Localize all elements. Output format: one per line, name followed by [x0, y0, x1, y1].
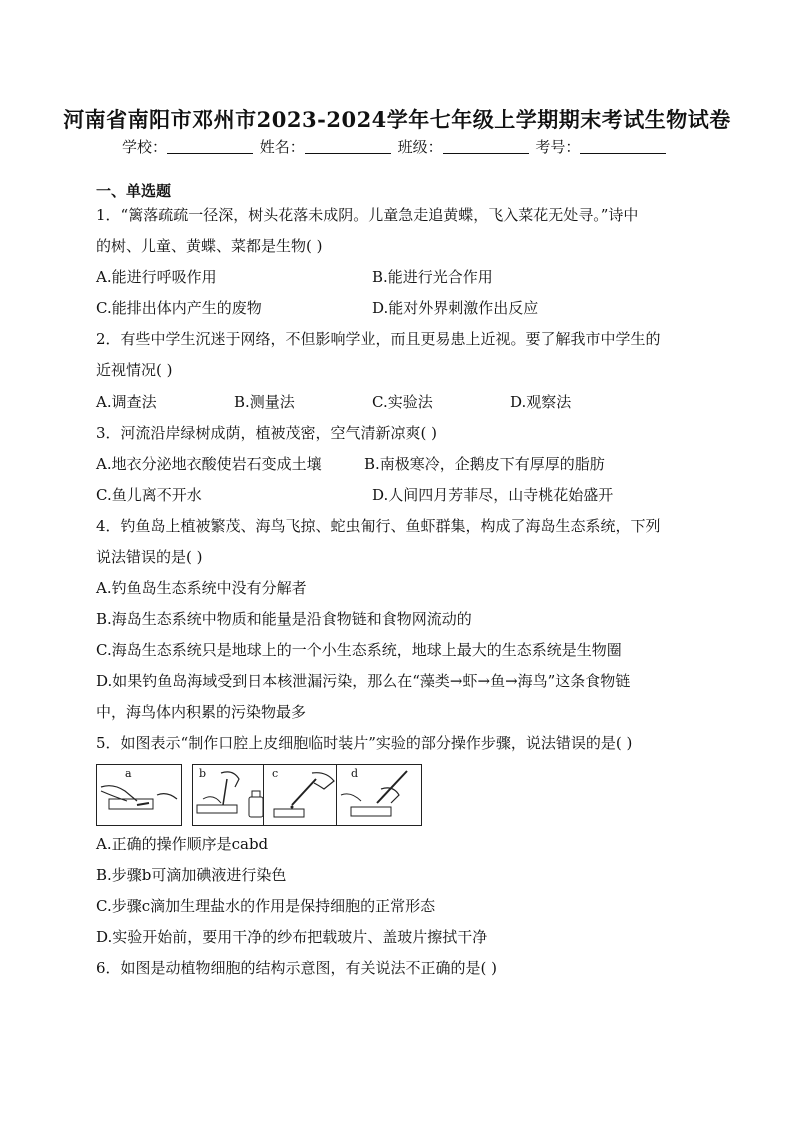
q1-stem-line1: 1．“篱落疏疏一径深，树头花落未成阴。儿童急走追黄蝶，飞入菜花无处寻。”诗中 — [96, 206, 639, 224]
q2-option-d[interactable]: D.观察法 — [510, 393, 572, 411]
q4-stem-line2: 说法错误的是( ) — [96, 548, 203, 566]
figure-step-a — [96, 764, 182, 826]
name-label: 姓名： — [259, 138, 305, 156]
q5-stem-line1: 5．如图表示“制作口腔上皮细胞临时装片”实验的部分操作步骤，说法错误的是( ) — [96, 734, 633, 752]
class-label: 班级： — [397, 138, 443, 156]
q3-stem-line1: 3．河流沿岸绿树成荫，植被茂密，空气清新凉爽( ) — [96, 424, 438, 442]
q5-option-a[interactable]: A.正确的操作顺序是cabd — [96, 835, 269, 853]
school-label: 学校： — [122, 138, 168, 156]
figure-label-a: a — [125, 767, 132, 780]
q3-option-d[interactable]: D.人间四月芳菲尽，山寺桃花始盛开 — [372, 486, 614, 504]
figure-step-d — [336, 764, 422, 826]
q3-option-a[interactable]: A.地衣分泌地衣酸使岩石变成土壤 — [96, 455, 322, 473]
figure-label-b: b — [199, 767, 207, 780]
q2-option-b[interactable]: B.测量法 — [234, 393, 295, 411]
q1-option-d[interactable]: D.能对外界刺激作出反应 — [372, 299, 539, 317]
number-blank[interactable] — [580, 139, 666, 154]
class-blank[interactable] — [443, 139, 529, 154]
q4-option-d-line2: 中，海鸟体内积累的污染物最多 — [96, 703, 307, 721]
school-blank[interactable] — [167, 139, 253, 154]
q3-option-b[interactable]: B.南极寒冷，企鹅皮下有厚厚的脂肪 — [364, 455, 605, 473]
q5-option-b[interactable]: B.步骤b可滴加碘液进行染色 — [96, 866, 287, 884]
q1-stem-line2: 的树、儿童、黄蝶、菜都是生物( ) — [96, 237, 323, 255]
q4-option-d-line1[interactable]: D.如果钓鱼岛海域受到日本核泄漏污染，那么在“藻类→虾→鱼→海鸟”这条食物链 — [96, 672, 631, 690]
figure-label-c: c — [272, 767, 279, 780]
q1-option-b[interactable]: B.能进行光合作用 — [372, 268, 493, 286]
q4-option-a[interactable]: A.钓鱼岛生态系统中没有分解者 — [96, 579, 307, 597]
q4-option-c[interactable]: C.海岛生态系统只是地球上的一个小生态系统，地球上最大的生态系统是生物圈 — [96, 641, 622, 659]
q2-stem-line2: 近视情况( ) — [96, 361, 173, 379]
q3-option-c[interactable]: C.鱼儿离不开水 — [96, 486, 202, 504]
q2-option-c[interactable]: C.实验法 — [372, 393, 433, 411]
q5-option-c[interactable]: C.步骤c滴加生理盐水的作用是保持细胞的正常形态 — [96, 897, 436, 915]
name-blank[interactable] — [305, 139, 391, 154]
q2-stem-line1: 2．有些中学生沉迷于网络，不但影响学业，而且更易患上近视。要了解我市中学生的 — [96, 330, 661, 348]
q5-option-d[interactable]: D.实验开始前，要用干净的纱布把载玻片、盖玻片擦拭干净 — [96, 928, 488, 946]
q2-option-a[interactable]: A.调查法 — [96, 393, 157, 411]
q1-option-a[interactable]: A.能进行呼吸作用 — [96, 268, 217, 286]
figure-label-d: d — [351, 767, 359, 780]
step-a-drawing — [97, 765, 181, 825]
number-label: 考号： — [535, 138, 581, 156]
step-d-drawing — [337, 765, 421, 825]
student-info-row — [122, 136, 668, 157]
q1-option-c[interactable]: C.能排出体内产生的废物 — [96, 299, 262, 317]
q6-stem-line1: 6．如图是动植物细胞的结构示意图，有关说法不正确的是( ) — [96, 959, 498, 977]
section-heading: 一、单选题 — [96, 182, 172, 200]
q4-stem-line1: 4．钓鱼岛上植被繁茂、海鸟飞掠、蛇虫匍行、鱼虾群集，构成了海岛生态系统，下列 — [96, 517, 661, 535]
q4-option-b[interactable]: B.海岛生态系统中物质和能量是沿食物链和食物网流动的 — [96, 610, 472, 628]
exam-title: 河南省南阳市邓州市2023-2024学年七年级上学期期末考试生物试卷 — [63, 107, 731, 132]
